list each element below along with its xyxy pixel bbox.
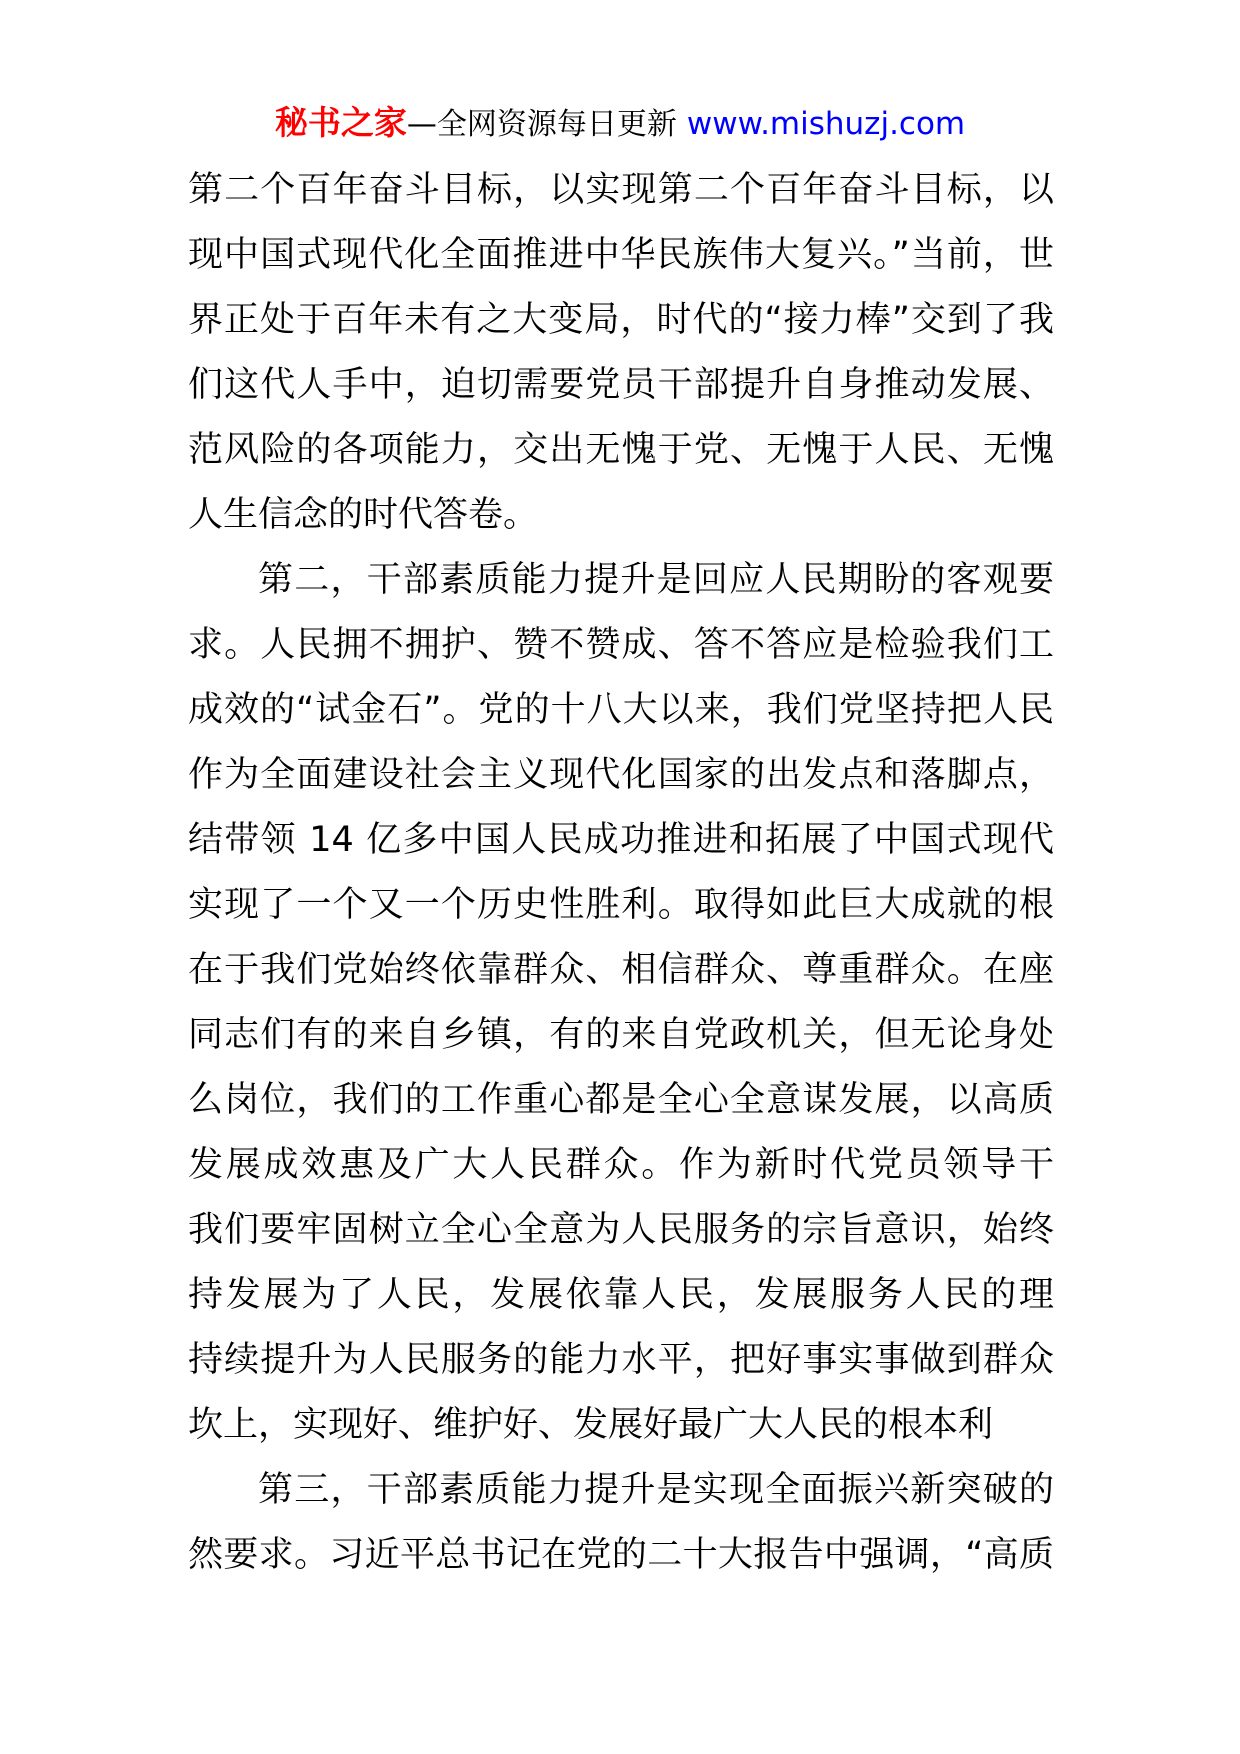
text-line: 我们要牢固树立全心全意为人民服务的宗旨意识，始终: [188, 1210, 1054, 1250]
brand-name: 秘书之家: [274, 103, 407, 142]
text-line: 作为全面建设社会主义现代化国家的出发点和落脚点，: [188, 755, 1054, 795]
text-line: 们这代人手中，迫切需要党员干部提升自身推动发展、: [188, 365, 1054, 405]
text-line: 实现了一个又一个历史性胜利。取得如此巨大成就的根: [188, 885, 1054, 925]
paragraph: [188, 548, 1054, 1458]
paragraph: [188, 158, 1054, 548]
text-line: 第二，干部素质能力提升是回应人民期盼的客观要: [258, 560, 1054, 600]
text-line: 求。人民拥不拥护、赞不赞成、答不答应是检验我们工: [188, 625, 1054, 665]
document-body: [188, 158, 1054, 1588]
text-line: 坎上，实现好、维护好、发展好最广大人民的根本利: [188, 1405, 994, 1445]
text-line: 第二个百年奋斗目标，以实现第二个百年奋斗目标，以: [188, 170, 1054, 210]
page-header: [0, 100, 1240, 146]
text-line: 人生信念的时代答卷。: [188, 495, 539, 535]
text-line: 持续提升为人民服务的能力水平，把好事实事做到群众: [188, 1340, 1054, 1380]
site-url: www.mishuzj.com: [686, 106, 966, 142]
text-line: 界正处于百年未有之大变局，时代的“接力棒”交到了我: [188, 300, 1054, 340]
text-line: 结带领 14 亿多中国人民成功推进和拓展了中国式现代: [188, 820, 1054, 860]
text-line: 成效的“试金石”。党的十八大以来，我们党坚持把人民: [188, 690, 1054, 730]
text-line: 现中国式现代化全面推进中华民族伟大复兴。”当前，世: [188, 235, 1054, 275]
text-line: 然要求。习近平总书记在党的二十大报告中强调，“高质: [188, 1535, 1054, 1575]
text-line: 在于我们党始终依靠群众、相信群众、尊重群众。在座: [188, 950, 1054, 990]
text-line: 么岗位，我们的工作重心都是全心全意谋发展，以高质: [188, 1080, 1054, 1120]
paragraph: [188, 1458, 1054, 1588]
text-line: 第三，干部素质能力提升是实现全面振兴新突破的: [258, 1470, 1054, 1510]
text-line: 范风险的各项能力，交出无愧于党、无愧于人民、无愧: [188, 430, 1054, 470]
header-tagline: —全网资源每日更新: [406, 107, 677, 142]
text-line: 持发展为了人民，发展依靠人民，发展服务人民的理: [188, 1275, 1054, 1315]
text-line: 发展成效惠及广大人民群众。作为新时代党员领导干: [188, 1145, 1054, 1185]
text-line: 同志们有的来自乡镇，有的来自党政机关，但无论身处: [188, 1015, 1054, 1055]
